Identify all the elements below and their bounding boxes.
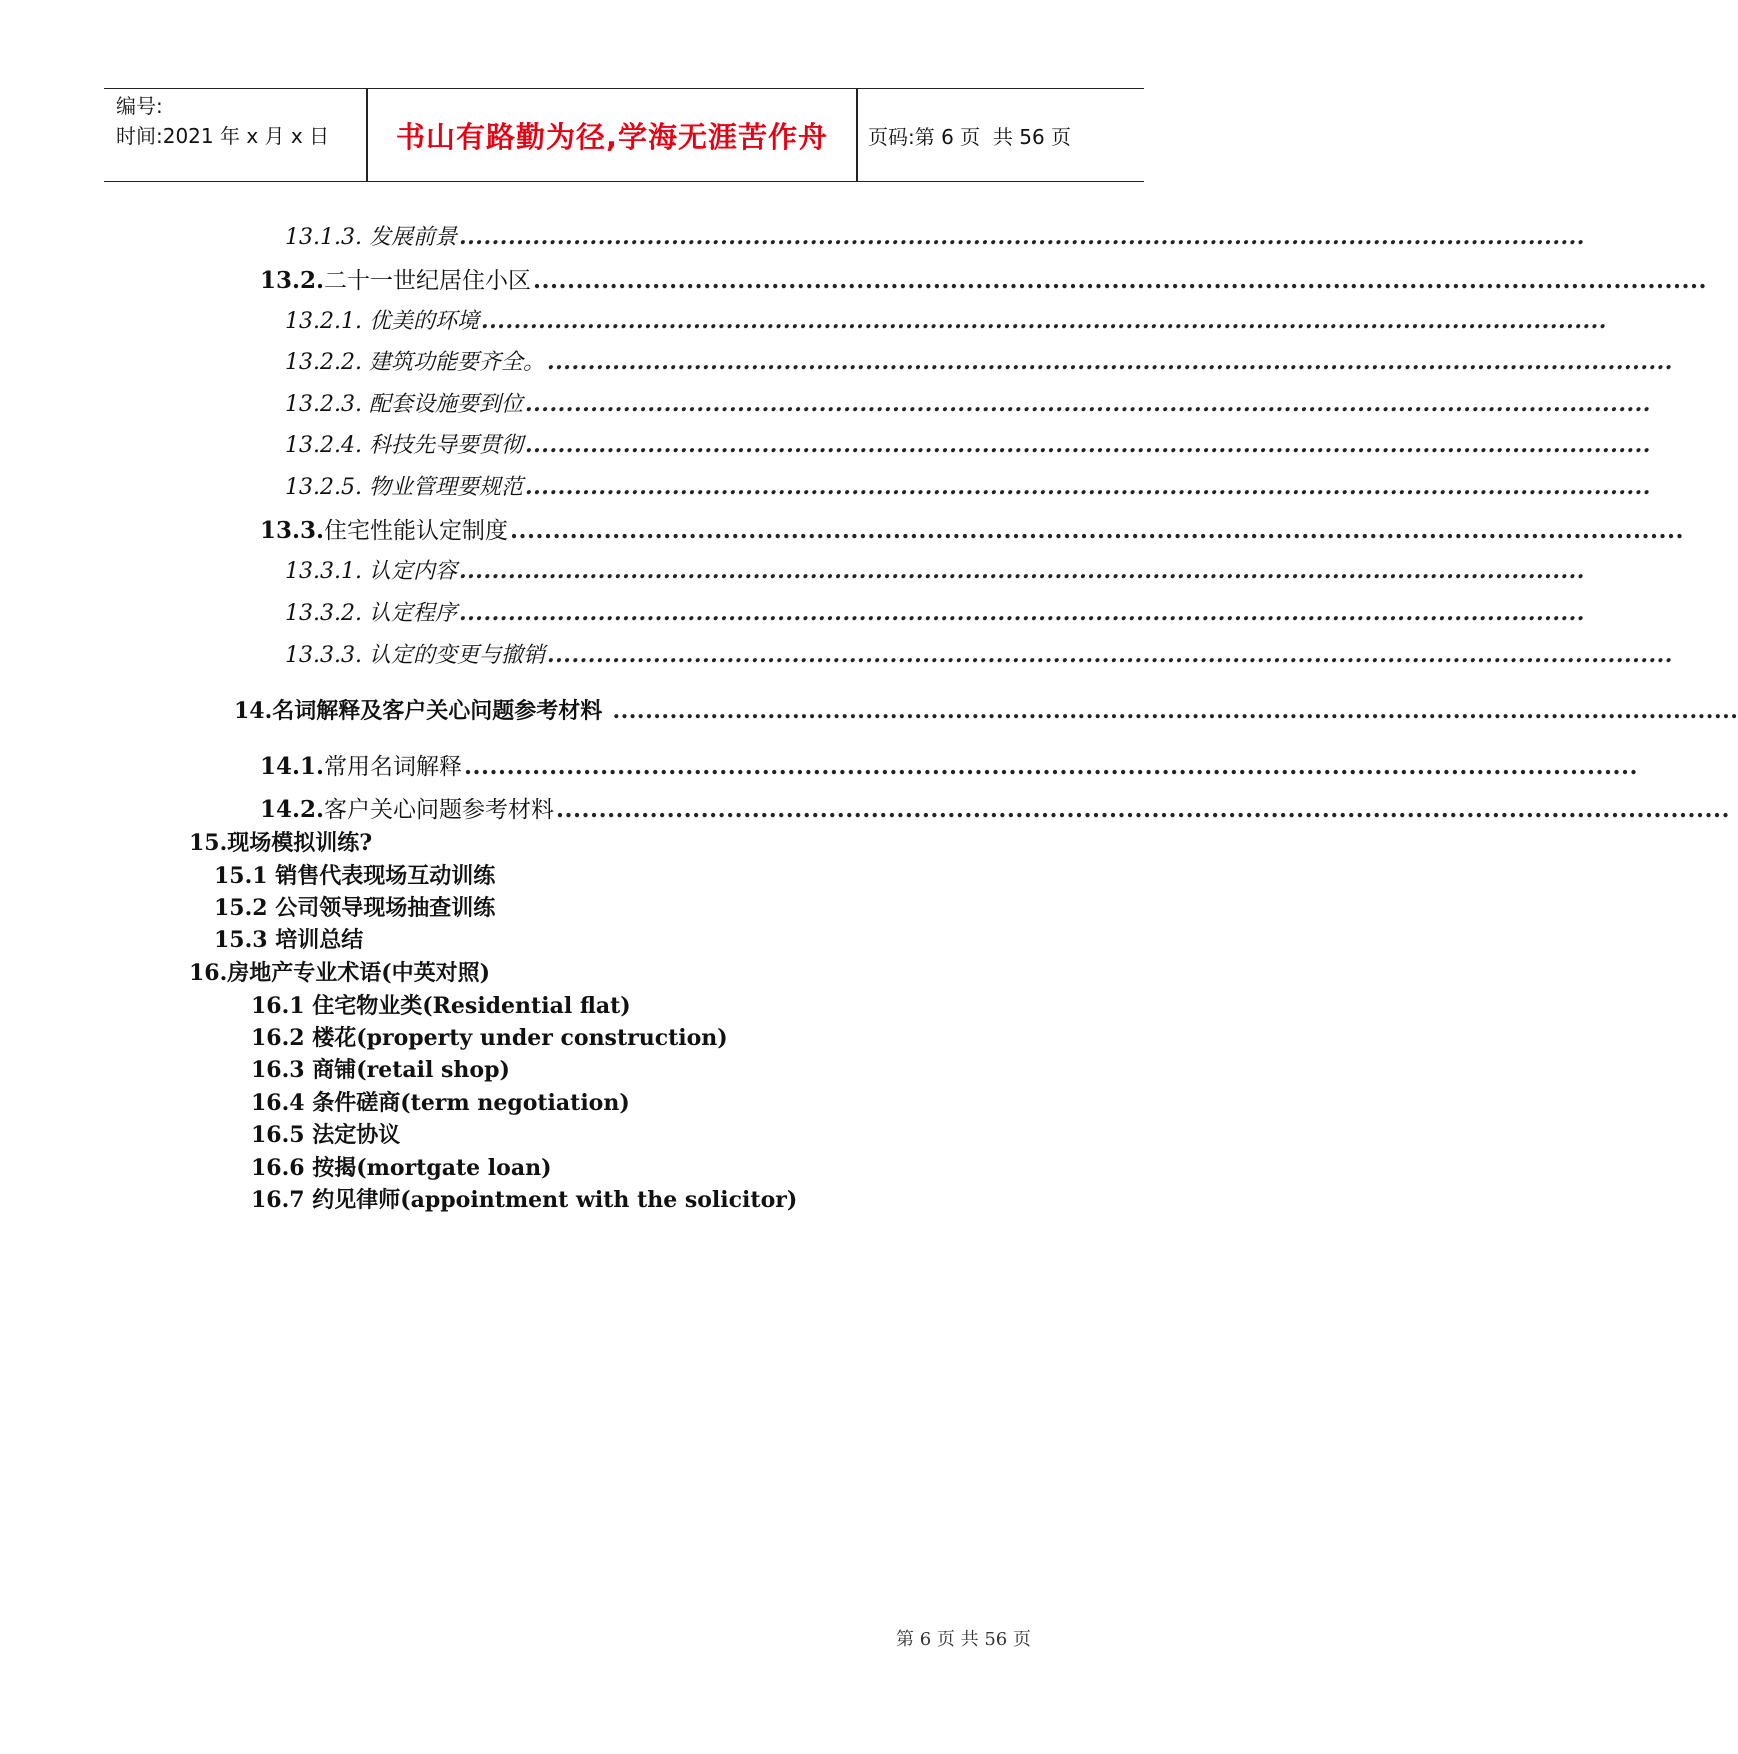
- toc-title: 住宅性能认定制度: [324, 518, 509, 544]
- toc-number: 13.2.1.: [285, 309, 362, 334]
- toc-leader: ..........................................................................................................................................: [546, 642, 1673, 668]
- header-meta: [116, 91, 366, 151]
- page-info-text: 页码:第 6 页 共 56 页: [868, 124, 1072, 149]
- outline-item: 16.4 条件磋商(term negotiation): [251, 1090, 630, 1116]
- toc-leader: ..........................................................................................................................................: [524, 432, 1651, 458]
- toc-title: 认定的变更与撤销: [368, 643, 545, 668]
- toc-leader: ..........................................................................................................................................: [510, 517, 1685, 544]
- toc-number: 13.3.1.: [285, 559, 362, 584]
- toc-number: 13.3.3.: [285, 643, 362, 668]
- toc-number: 14.2.: [260, 796, 325, 823]
- page-header: [104, 88, 1144, 182]
- outline-item: 16.5 法定协议: [251, 1122, 401, 1148]
- toc-title: 认定内容: [368, 559, 457, 584]
- toc-number: 13.2.3.: [285, 392, 362, 417]
- header-motto: 书山有路勤为径,学海无涯苦作舟: [395, 119, 829, 154]
- toc-leader: ..........................................................................................................................................: [458, 224, 1585, 250]
- toc-title: 客户关心问题参考材料: [324, 797, 555, 823]
- toc-entry[interactable]: [234, 694, 1738, 725]
- toc-entry[interactable]: [260, 791, 1731, 824]
- toc-title: 认定程序: [368, 601, 457, 626]
- toc-number: 14.: [234, 698, 273, 724]
- outline-item: 15.3 培训总结: [214, 927, 364, 953]
- toc-leader: ..........................................................................................................................................: [546, 349, 1673, 375]
- toc-number: 13.2.4.: [285, 433, 362, 458]
- page-footer: 第 6 页 共 56 页: [896, 1629, 1031, 1650]
- toc-number: 13.2.: [260, 267, 325, 294]
- outline-item: 16.6 按揭(mortgate loan): [251, 1155, 552, 1181]
- toc-leader: ..........................................................................................................................................: [464, 753, 1639, 780]
- toc-title: 配套设施要到位: [368, 392, 523, 417]
- toc-entry[interactable]: [285, 220, 1585, 251]
- toc-number: 13.3.2.: [285, 601, 362, 626]
- toc-entry[interactable]: [285, 428, 1651, 459]
- header-page-info: [868, 89, 1071, 181]
- toc-entry[interactable]: [285, 304, 1607, 335]
- toc-title: 常用名词解释: [324, 754, 463, 780]
- toc-number: 13.3.: [260, 517, 325, 544]
- toc-title: 二十一世纪居住小区: [324, 268, 532, 294]
- toc-leader: ..........................................................................................................................................: [533, 267, 1708, 294]
- outline-item: 16.7 约见律师(appointment with the solicitor): [251, 1187, 798, 1213]
- toc-number: 13.2.5.: [285, 475, 362, 500]
- toc-entry[interactable]: [285, 638, 1673, 669]
- outline-item: 16.3 商铺(retail shop): [251, 1057, 510, 1083]
- toc-entry[interactable]: [285, 387, 1651, 418]
- toc-number: 14.1.: [260, 753, 325, 780]
- toc-entry[interactable]: [260, 748, 1639, 781]
- outline-item: 15.1 销售代表现场互动训练: [214, 863, 496, 889]
- time-label: 时间:2021 年 x 月 x 日: [116, 124, 330, 148]
- toc-entry[interactable]: [285, 470, 1651, 501]
- toc-leader: ..........................................................................................................................................: [480, 308, 1607, 334]
- toc-title: 科技先导要贯彻: [368, 433, 523, 458]
- toc-number: 13.2.2.: [285, 350, 362, 375]
- serial-label: 编号:: [116, 94, 163, 118]
- toc-entry[interactable]: [260, 512, 1685, 545]
- toc-title: 发展前景: [368, 225, 457, 250]
- toc-title: 优美的环境: [368, 309, 479, 334]
- toc-title: 物业管理要规范: [368, 475, 523, 500]
- outline-item: 15.2 公司领导现场抽查训练: [214, 895, 496, 921]
- toc-leader: ..........................................................................................................................................: [524, 391, 1651, 417]
- outline-item: 16.1 住宅物业类(Residential flat): [251, 993, 631, 1019]
- toc-entry[interactable]: [285, 596, 1585, 627]
- outline-heading: 16.房地产专业术语(中英对照): [189, 960, 491, 986]
- toc-entry[interactable]: [285, 554, 1585, 585]
- toc-leader: ..........................................................................................................................................: [458, 558, 1585, 584]
- toc-leader: ..........................................................................................................................................: [604, 698, 1738, 724]
- toc-title: 名词解释及客户关心问题参考材料: [272, 698, 603, 724]
- toc-entry[interactable]: [285, 345, 1673, 376]
- toc-number: 13.1.3.: [285, 225, 362, 250]
- toc-title: 建筑功能要齐全。: [368, 350, 545, 375]
- toc-leader: ..........................................................................................................................................: [524, 474, 1651, 500]
- outline-item: 16.2 楼花(property under construction): [251, 1025, 728, 1051]
- outline-heading: 15.现场模拟训练?: [189, 830, 373, 856]
- toc-entry[interactable]: [260, 262, 1708, 295]
- toc-leader: ..........................................................................................................................................: [556, 796, 1731, 823]
- toc-leader: ..........................................................................................................................................: [458, 600, 1585, 626]
- header-divider: [856, 89, 858, 181]
